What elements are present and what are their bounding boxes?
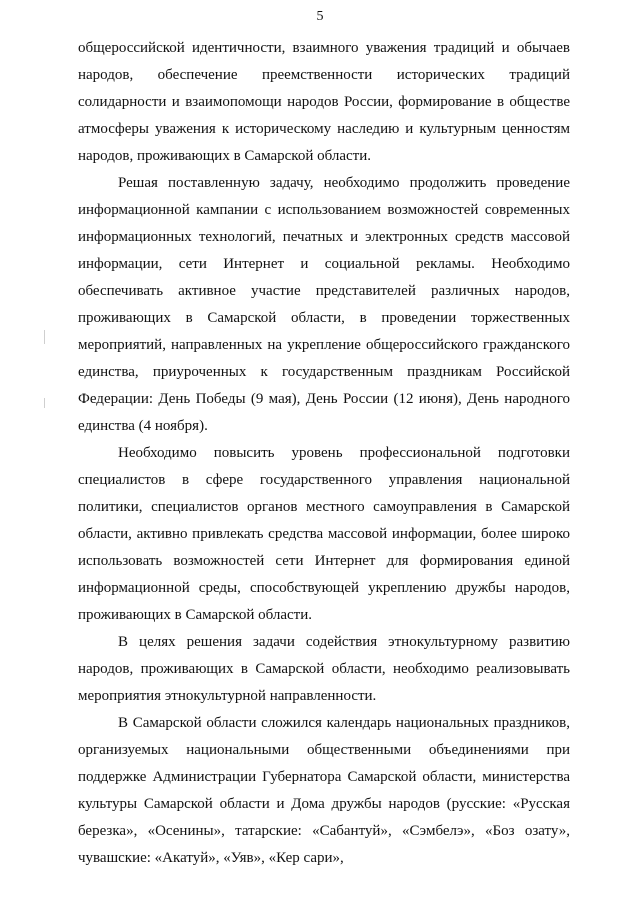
paragraph-national-holidays: В Самарской области сложился календарь национальных праздников, организуемых национальными общественными объединениями при поддержке Администрации Губернатора Самарской области, министерства культуры Самарской области и Дома дружбы народов (русские: «Русская березка», «Осенины», татарские: «Сабантуй», «Сэмбелэ», «Боз озату», чувашские: «Акатуй», «Уяв», «Кер сари», (78, 715, 570, 866)
paragraph-training-specialists: Необходимо повысить уровень профессиональной подготовки специалистов в сфере государственного управления национальной политики, специалистов органов местного самоуправления в Самарской области, активно привлекать средства массовой информации, более широко использовать возможностей сети Интернет для формирования единой информационной среды, способствующей укреплению дружбы народов, проживающих в Самарской области. (78, 445, 570, 623)
page-number: 5 (316, 9, 324, 24)
scan-margin-mark (44, 398, 45, 408)
scan-margin-mark (44, 330, 45, 344)
paragraph-information-campaign: Решая поставленную задачу, необходимо продолжить проведение информационной кампании с использованием возможностей современных информационных технологий, печатных и электронных средств массовой информации, сети Интернет и социальной рекламы. Необходимо обеспечивать активное участие представителей различных народов, проживающих в Самарской области, в проведении торжественных мероприятий, направленных на укрепление общероссийского гражданского единства, приуроченных к государственным праздникам Российской Федерации: День Победы (9 мая), День России (12 июня), День народного единства (4 ноября). (78, 175, 570, 434)
paragraph-ethnocultural-development: В целях решения задачи содействия этнокультурному развитию народов, проживающих в Самарской области, необходимо реализовывать мероприятия этнокультурной направленности. (78, 634, 570, 704)
document-body (78, 35, 570, 872)
paragraph-continuation: общероссийской идентичности, взаимного уважения традиций и обычаев народов, обеспечение преемственности исторических традиций солидарности и взаимопомощи народов России, формирование в обществе атмосферы уважения к историческому наследию и культурным ценностям народов, проживающих в Самарской области. (78, 40, 570, 164)
